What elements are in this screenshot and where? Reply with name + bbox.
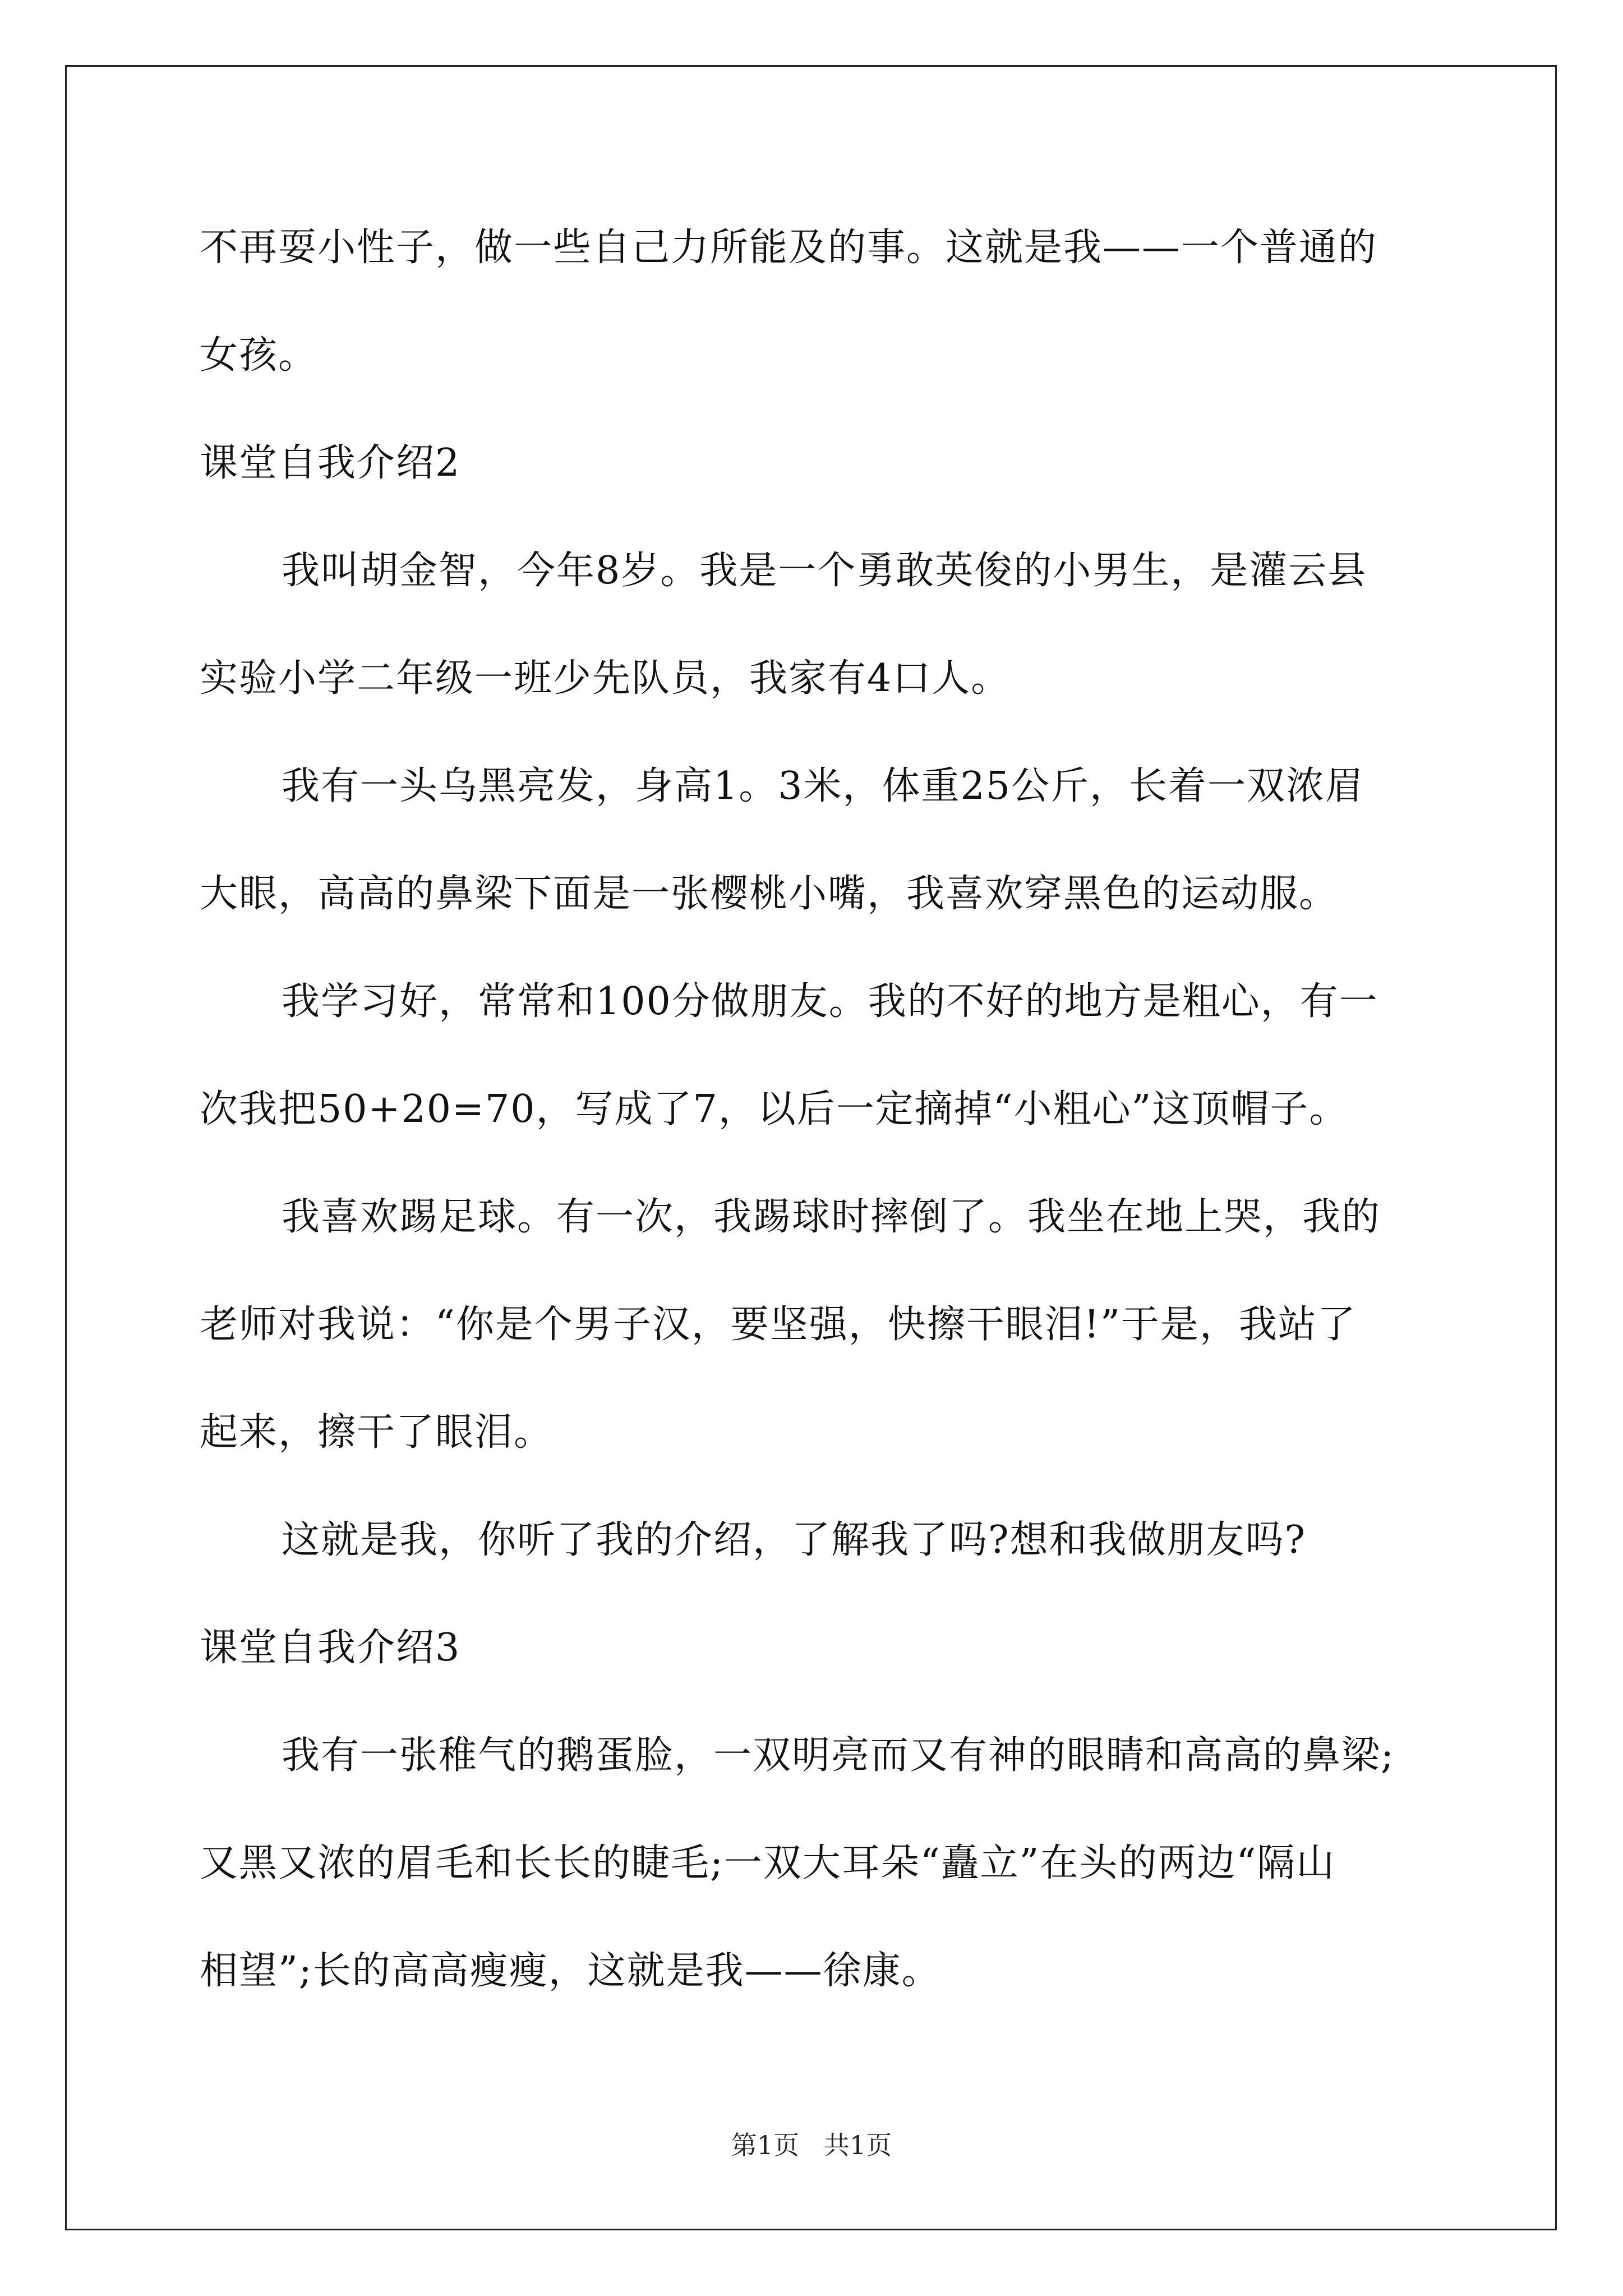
text-line-5: 实验小学二年级一班少先队员，我家有4口人。 (200, 656, 1011, 701)
text-line-12: 起来，擦干了眼泪。 (200, 1410, 554, 1455)
text-line-4: 我叫胡金智，今年8岁。我是一个勇敢英俊的小男生，是灌云县 (282, 549, 1367, 593)
text-line-9: 次我把50+20=70，写成了7，以后一定摘掉“小粗心”这顶帽子。 (200, 1087, 1349, 1131)
text-line-17: 相望”;长的高高瘦瘦，这就是我——徐康。 (200, 1949, 941, 1993)
section-heading-2: 课堂自我介绍2 (200, 441, 461, 485)
text-line-15: 我有一张稚气的鹅蛋脸，一双明亮而又有神的眼睛和高高的鼻梁; (282, 1733, 1395, 1778)
text-line-13: 这就是我，你听了我的介绍，了解我了吗?想和我做朋友吗? (282, 1518, 1306, 1562)
text-line-1: 不再耍小性子，做一些自己力所能及的事。这就是我——一个普通的 (200, 226, 1378, 270)
text-line-2: 女孩。 (200, 333, 318, 378)
text-line-10: 我喜欢踢足球。有一次，我踢球时摔倒了。我坐在地上哭，我的 (282, 1195, 1381, 1239)
document-body (200, 220, 1433, 2051)
text-line-7: 大眼，高高的鼻梁下面是一张樱桃小嘴，我喜欢穿黑色的运动服。 (200, 872, 1339, 916)
text-line-6: 我有一头乌黑亮发，身高1。3米，体重25公斤，长着一双浓眉 (282, 764, 1365, 808)
text-line-8: 我学习好，常常和100分做朋友。我的不好的地方是粗心，有一 (282, 979, 1378, 1024)
text-line-16: 又黑又浓的眉毛和长长的睫毛;一双大耳朵“矗立”在头的两边“隔山 (200, 1841, 1336, 1885)
text-line-11: 老师对我说：“你是个男子汉，要坚强，快擦干眼泪!”于是，我站了 (200, 1303, 1357, 1347)
page-footer: 第1页 共1页 (731, 2130, 892, 2160)
section-heading-3: 课堂自我介绍3 (200, 1626, 461, 1670)
